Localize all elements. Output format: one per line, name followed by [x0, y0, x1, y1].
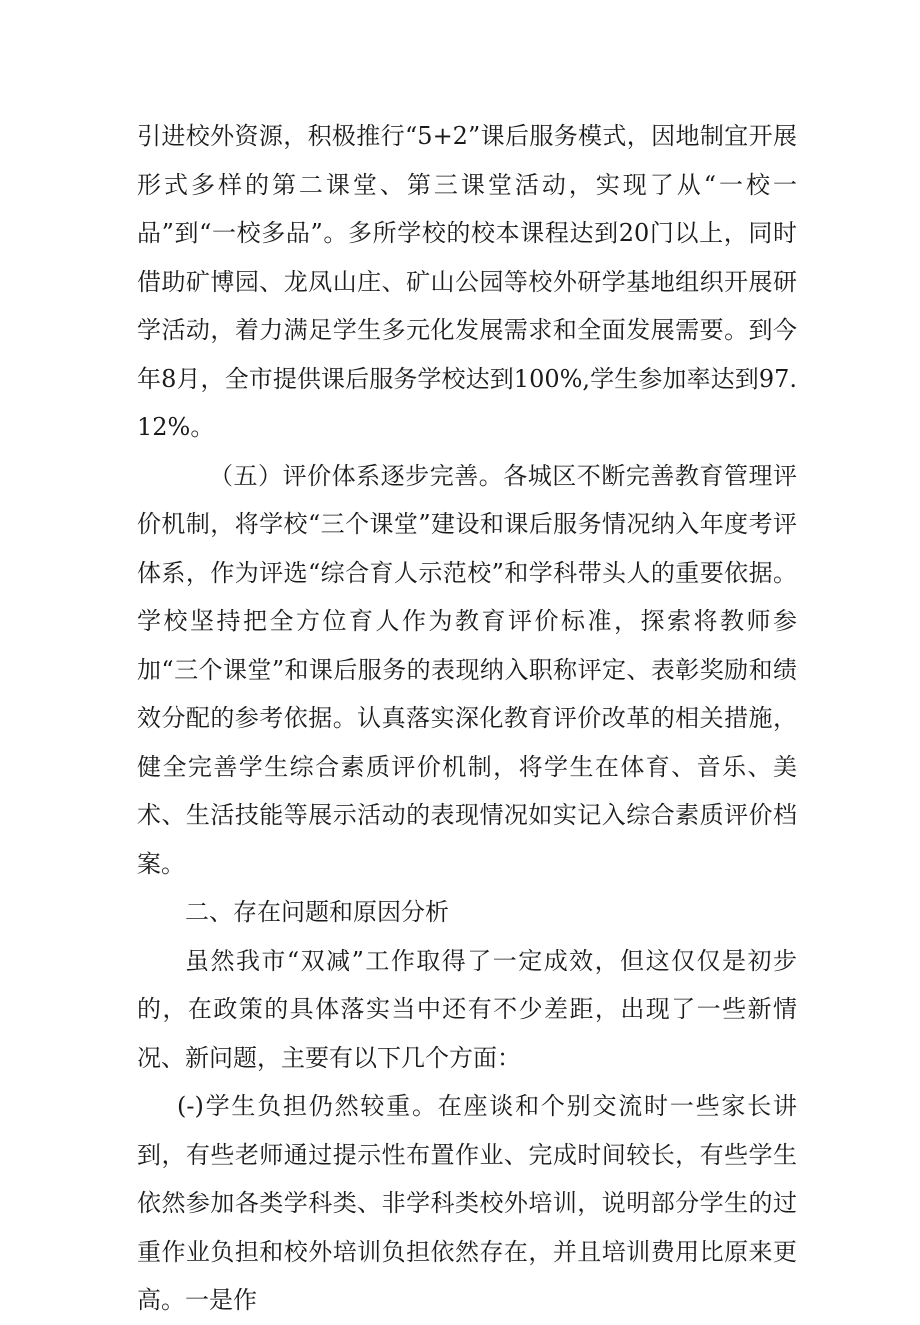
document-body [137, 112, 797, 1325]
paragraph-problems-intro: 虽然我市“双减”工作取得了一定成效，但这仅仅是初步的，在政策的具体落实当中还有不少差距，出现了一些新情况、新问题，主要有以下几个方面： [137, 946, 797, 1072]
section-heading-problems: 二、存在问题和原因分析 [185, 898, 449, 926]
paragraph-student-burden: (-)学生负担仍然较重。在座谈和个别交流时一些家长讲到，有些老师通过提示性布置作业、完成时间较长，有些学生依然参加各类学科类、非学科类校外培训，说明部分学生的过重作业负担和校外培训负担依然存在，并且培训费用比原来更高。一是作 [137, 1092, 797, 1314]
paragraph-evaluation-system: （五）评价体系逐步完善。各城区不断完善教育管理评价机制，将学校“三个课堂”建设和课后服务情况纳入年度考评体系，作为评选“综合育人示范校”和学科带头人的重要依据。学校坚持把全方位育人作为教育评价标准，探索将教师参加“三个课堂”和课后服务的表现纳入职称评定、表彰奖励和绩效分配的参考依据。认真落实深化教育评价改革的相关措施，健全完善学生综合素质评价机制，将学生在体育、音乐、美术、生活技能等展示活动的表现情况如实记入综合素质评价档案。 [137, 461, 797, 878]
paragraph-continuation: 引进校外资源，积极推行“5+2”课后服务模式，因地制宜开展形式多样的第二课堂、第三课堂活动，实现了从“一校一品”到“一校多品”。多所学校的校本课程达到20门以上，同时借助矿博园、龙凤山庄、矿山公园等校外研学基地组织开展研学活动，着力满足学生多元化发展需求和全面发展需要。到今年8月，全市提供课后服务学校达到100%,学生参加率达到97.12%。 [137, 122, 797, 441]
